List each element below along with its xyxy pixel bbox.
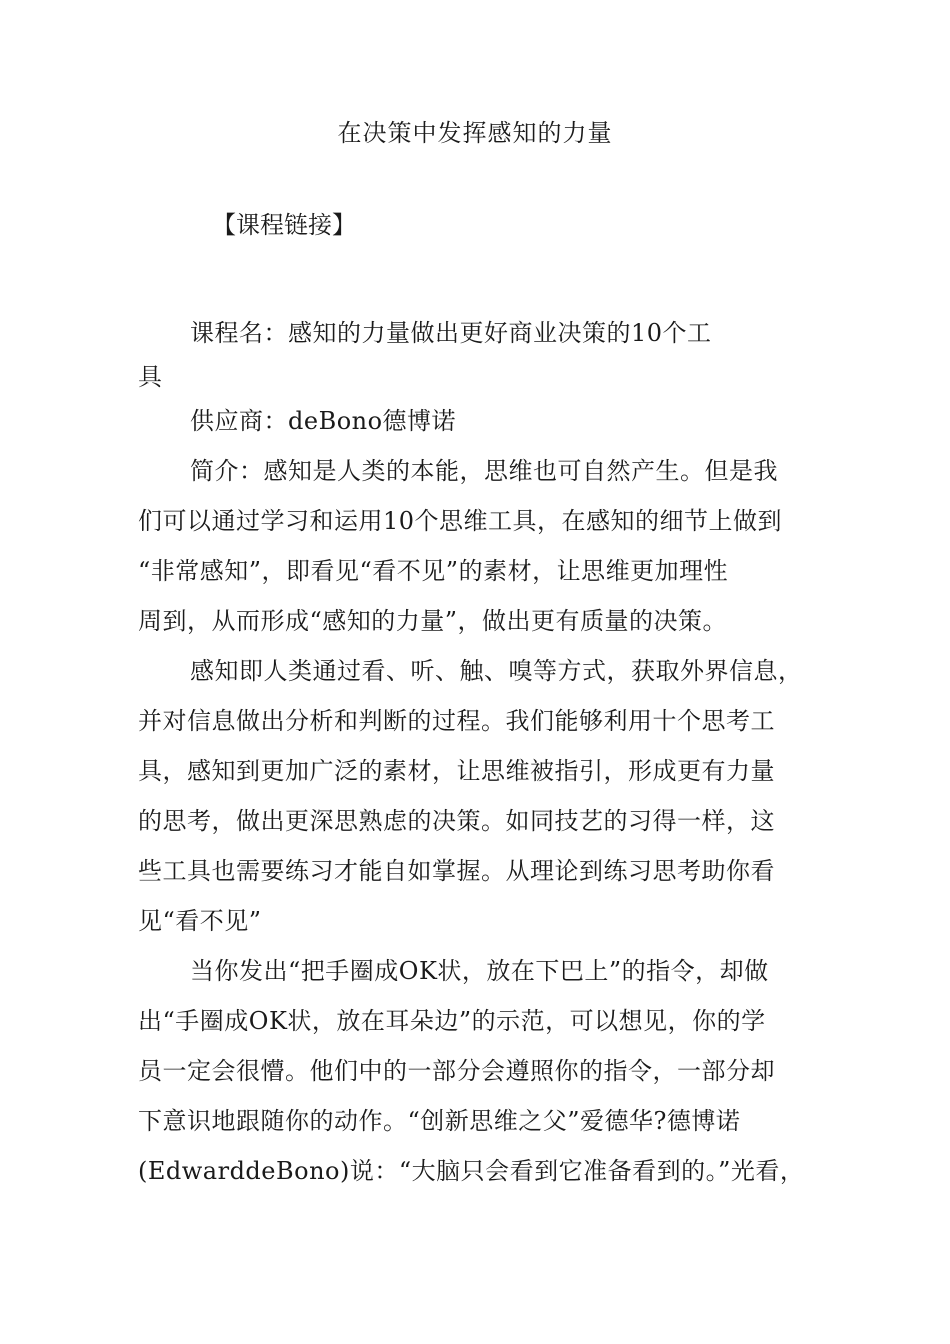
body-line: 当你发出“把手圈成OK状，放在下巴上”的指令，却做 (190, 957, 769, 985)
body-line: 周到，从而形成“感知的力量”，做出更有质量的决策。 (138, 607, 728, 635)
body-line: 具，感知到更加广泛的素材，让思维被指引，形成更有力量 (138, 757, 775, 785)
body-line: (EdwarddeBono)说：“大脑只会看到它准备看到的。”光看， (138, 1157, 805, 1185)
body-line: 的思考，做出更深思熟虑的决策。如同技艺的习得一样，这 (138, 807, 775, 835)
body-line: “非常感知”，即看见“看不见”的素材，让思维更加理性 (138, 557, 729, 585)
body-line: 下意识地跟随你的动作。“创新思维之父”爱德华?德博诺 (138, 1107, 741, 1135)
body-line: 供应商：deBono德博诺 (190, 407, 457, 435)
body-line: 简介：感知是人类的本能，思维也可自然产生。但是我 (190, 457, 778, 485)
body-line: 些工具也需要练习才能自如掌握。从理论到练习思考助你看 (138, 857, 775, 885)
body-line: 见“看不见” (138, 907, 262, 935)
document-title: 在决策中发挥感知的力量 (337, 119, 613, 147)
body-line: 们可以通过学习和运用10个思维工具，在感知的细节上做到 (138, 507, 783, 535)
body-line: 具 (138, 363, 163, 391)
body-line: 出“手圈成OK状，放在耳朵边”的示范，可以想见，你的学 (138, 1007, 766, 1035)
body-line: 员一定会很懵。他们中的一部分会遵照你的指令，一部分却 (138, 1057, 775, 1085)
section-heading: 【课程链接】 (212, 211, 356, 239)
body-line: 并对信息做出分析和判断的过程。我们能够利用十个思考工 (138, 707, 775, 735)
body-line: 课程名：感知的力量做出更好商业决策的10个工 (190, 319, 712, 347)
body-line: 感知即人类通过看、听、触、嗅等方式，获取外界信息， (190, 657, 803, 685)
